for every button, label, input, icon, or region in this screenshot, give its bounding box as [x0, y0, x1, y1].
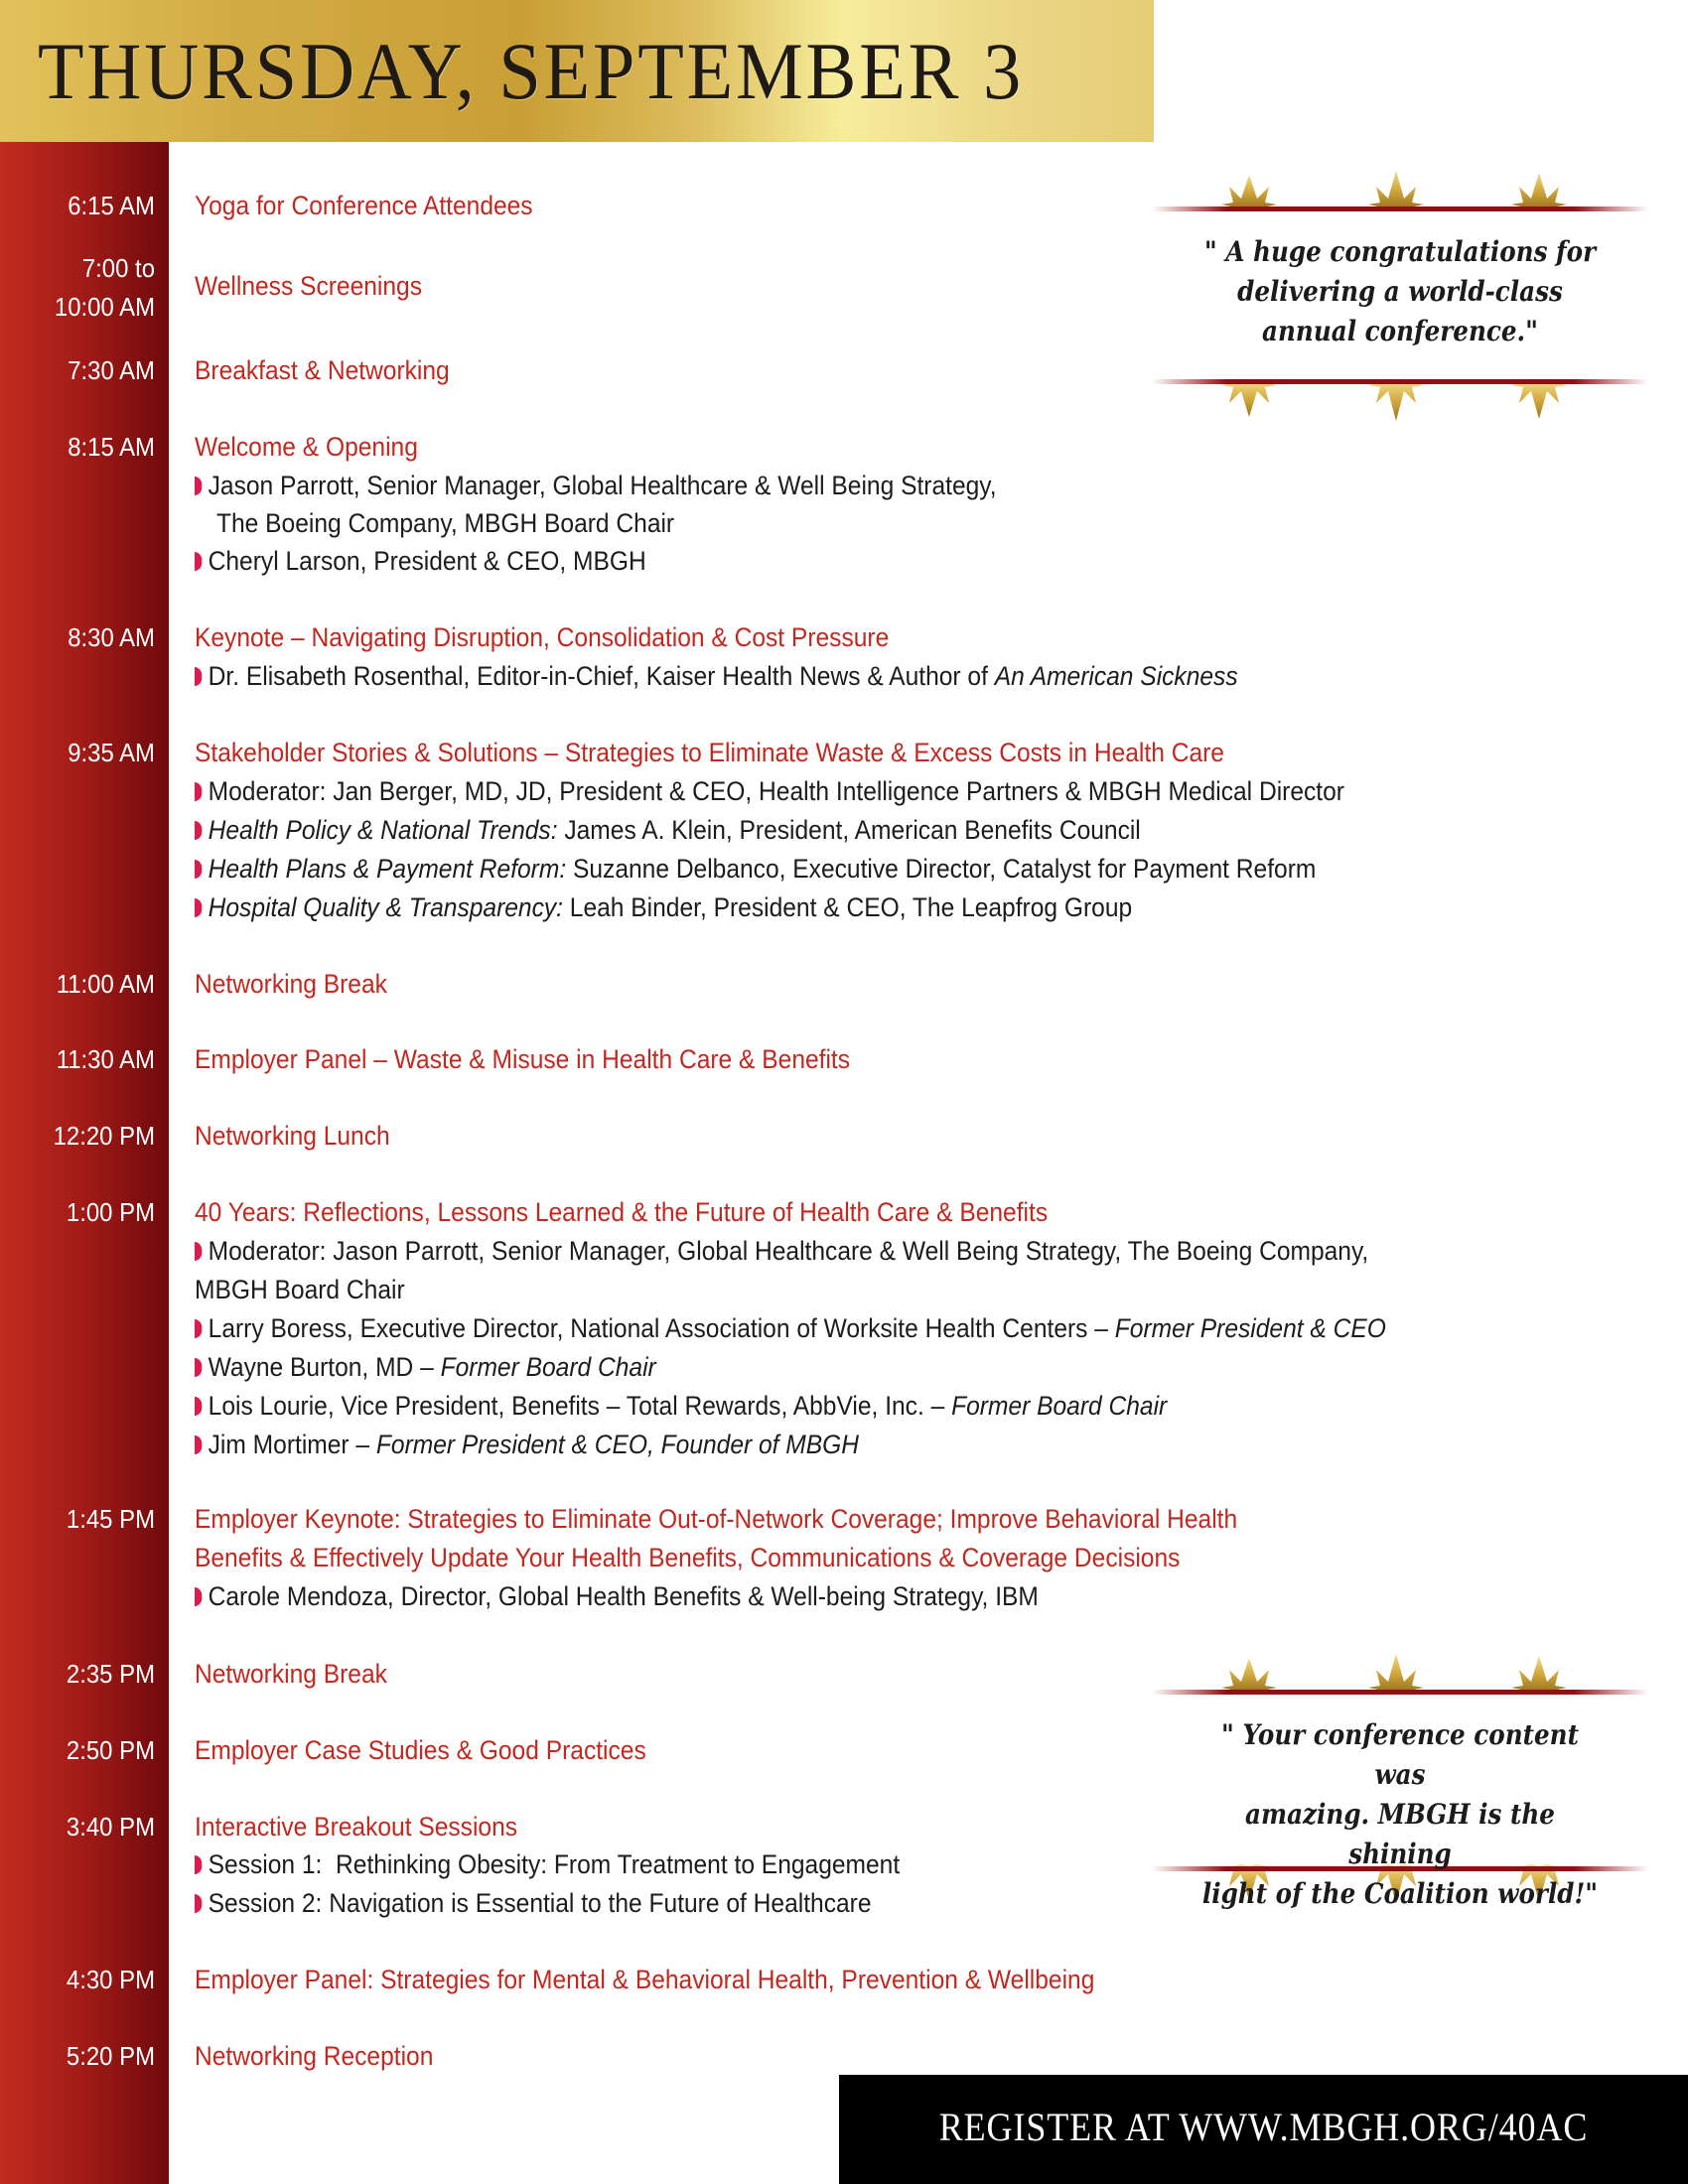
session-time: 12:20 PM: [53, 1121, 155, 1151]
quote-line: " Your conference content was: [1221, 1718, 1579, 1791]
speaker-item: Carole Mendoza, Director, Global Health Benefits & Well-being Strategy, IBM: [195, 1577, 1039, 1616]
session-title: Breakfast & Networking: [195, 355, 450, 385]
session-time: 7:30 AM: [68, 355, 155, 385]
quote-line: annual conference.": [1262, 315, 1538, 347]
quote-line: delivering a world-class: [1237, 275, 1563, 308]
session-time-end: 10:00 AM: [54, 292, 156, 322]
session-time: 9:35 AM: [68, 738, 155, 767]
session-title: Networking Break: [195, 1659, 387, 1689]
bullet-marker-icon: [195, 821, 202, 840]
session-title: Welcome & Opening: [195, 432, 418, 462]
speaker-item: Dr. Elisabeth Rosenthal, Editor-in-Chief, Kaiser Health News & Author of An American Sickness: [195, 657, 1238, 696]
session-time: 5:20 PM: [66, 2041, 155, 2071]
session-title: Stakeholder Stories & Solutions – Strategies to Eliminate Waste & Excess Costs in Health Care: [195, 738, 1224, 767]
testimonial-quote: [1142, 1640, 1658, 1918]
bullet-marker-icon: [195, 477, 202, 495]
speaker-item: Cheryl Larson, President & CEO, MBGH: [195, 542, 646, 581]
session-time: 11:00 AM: [56, 969, 156, 999]
session-item: Session 2: Navigation is Essential to the Future of Healthcare: [195, 1884, 872, 1923]
session-item: Session 1: Rethinking Obesity: From Treatment to Engagement: [195, 1845, 900, 1884]
speaker-item: Jason Parrott, Senior Manager, Global Healthcare & Well Being Strategy,: [195, 467, 997, 505]
speaker-item: Larry Boress, Executive Director, National Association of Worksite Health Centers – Former President & CEO: [195, 1309, 1386, 1348]
speaker-item: Health Policy & National Trends: James A. Klein, President, American Benefits Council: [195, 811, 1141, 850]
speaker-item: Moderator: Jan Berger, MD, JD, President & CEO, Health Intelligence Partners & MBGH Medical Director: [195, 772, 1344, 811]
speaker-item-continued: The Boeing Company, MBGH Board Chair: [216, 508, 675, 538]
session-time: 2:50 PM: [66, 1735, 155, 1765]
bullet-marker-icon: [195, 1358, 202, 1377]
session-title: Networking Reception: [195, 2041, 434, 2071]
speaker-item: Health Plans & Payment Reform: Suzanne Delbanco, Executive Director, Catalyst for Payment Reform: [195, 850, 1316, 888]
session-time: 1:00 PM: [66, 1197, 155, 1227]
page-title: THURSDAY, SEPTEMBER 3: [38, 26, 1025, 116]
session-title: Yoga for Conference Attendees: [195, 191, 533, 220]
register-link[interactable]: REGISTER AT WWW.MBGH.ORG/40AC: [938, 2105, 1589, 2149]
session-time: 3:40 PM: [66, 1812, 155, 1842]
bullet-marker-icon: [195, 667, 202, 686]
bullet-marker-icon: [195, 860, 202, 879]
bullet-marker-icon: [195, 1397, 202, 1416]
quote-line: " A huge congratulations for: [1203, 235, 1597, 268]
session-title-continued: Benefits & Effectively Update Your Health Benefits, Communications & Coverage Decisions: [195, 1543, 1181, 1572]
session-title: Employer Panel: Strategies for Mental & Behavioral Health, Prevention & Wellbeing: [195, 1965, 1095, 1994]
speaker-item: Hospital Quality & Transparency: Leah Binder, President & CEO, The Leapfrog Group: [195, 888, 1132, 927]
session-time: 7:00 to: [81, 253, 155, 283]
bullet-marker-icon: [195, 782, 202, 801]
session-title: Employer Keynote: Strategies to Eliminate Out-of-Network Coverage; Improve Behavioral Health: [195, 1504, 1238, 1534]
quote-line: light of the Coalition world!": [1201, 1877, 1599, 1910]
bullet-marker-icon: [195, 1587, 202, 1606]
session-title: Employer Panel – Waste & Misuse in Health Care & Benefits: [195, 1044, 851, 1074]
session-time: 2:35 PM: [66, 1659, 155, 1689]
session-time: 1:45 PM: [66, 1504, 155, 1534]
bullet-marker-icon: [195, 1435, 202, 1454]
session-time: 8:15 AM: [68, 432, 155, 462]
bullet-marker-icon: [195, 1319, 202, 1338]
quote-line: amazing. MBGH is the shining: [1245, 1798, 1555, 1870]
speaker-item: Lois Lourie, Vice President, Benefits – Total Rewards, AbbVie, Inc. – Former Board Chair: [195, 1387, 1167, 1426]
speaker-item: Jim Mortimer – Former President & CEO, Founder of MBGH: [195, 1426, 859, 1464]
session-title: Interactive Breakout Sessions: [195, 1812, 518, 1842]
speaker-item: Moderator: Jason Parrott, Senior Manager, Global Healthcare & Well Being Strategy, The Boeing Company,: [195, 1232, 1368, 1271]
session-time: 8:30 AM: [68, 622, 155, 652]
session-title: Networking Break: [195, 969, 387, 999]
session-title: Wellness Screenings: [195, 271, 422, 301]
session-title: Keynote – Navigating Disruption, Consolidation & Cost Pressure: [195, 622, 890, 652]
date-banner: [0, 0, 1154, 142]
session-title: Networking Lunch: [195, 1121, 390, 1151]
session-title: 40 Years: Reflections, Lessons Learned & the Future of Health Care & Benefits: [195, 1197, 1049, 1227]
speaker-item-continued: MBGH Board Chair: [195, 1275, 405, 1304]
session-title: Employer Case Studies & Good Practices: [195, 1735, 646, 1765]
testimonial-quote: [1142, 157, 1658, 435]
bullet-marker-icon: [195, 552, 202, 571]
bullet-marker-icon: [195, 1242, 202, 1261]
bullet-marker-icon: [195, 1894, 202, 1913]
speaker-item: Wayne Burton, MD – Former Board Chair: [195, 1348, 656, 1387]
register-banner[interactable]: [839, 2075, 1688, 2184]
session-time: 4:30 PM: [66, 1965, 155, 1994]
session-time: 11:30 AM: [56, 1044, 156, 1074]
session-time: 6:15 AM: [68, 191, 155, 220]
bullet-marker-icon: [195, 1855, 202, 1874]
bullet-marker-icon: [195, 898, 202, 917]
